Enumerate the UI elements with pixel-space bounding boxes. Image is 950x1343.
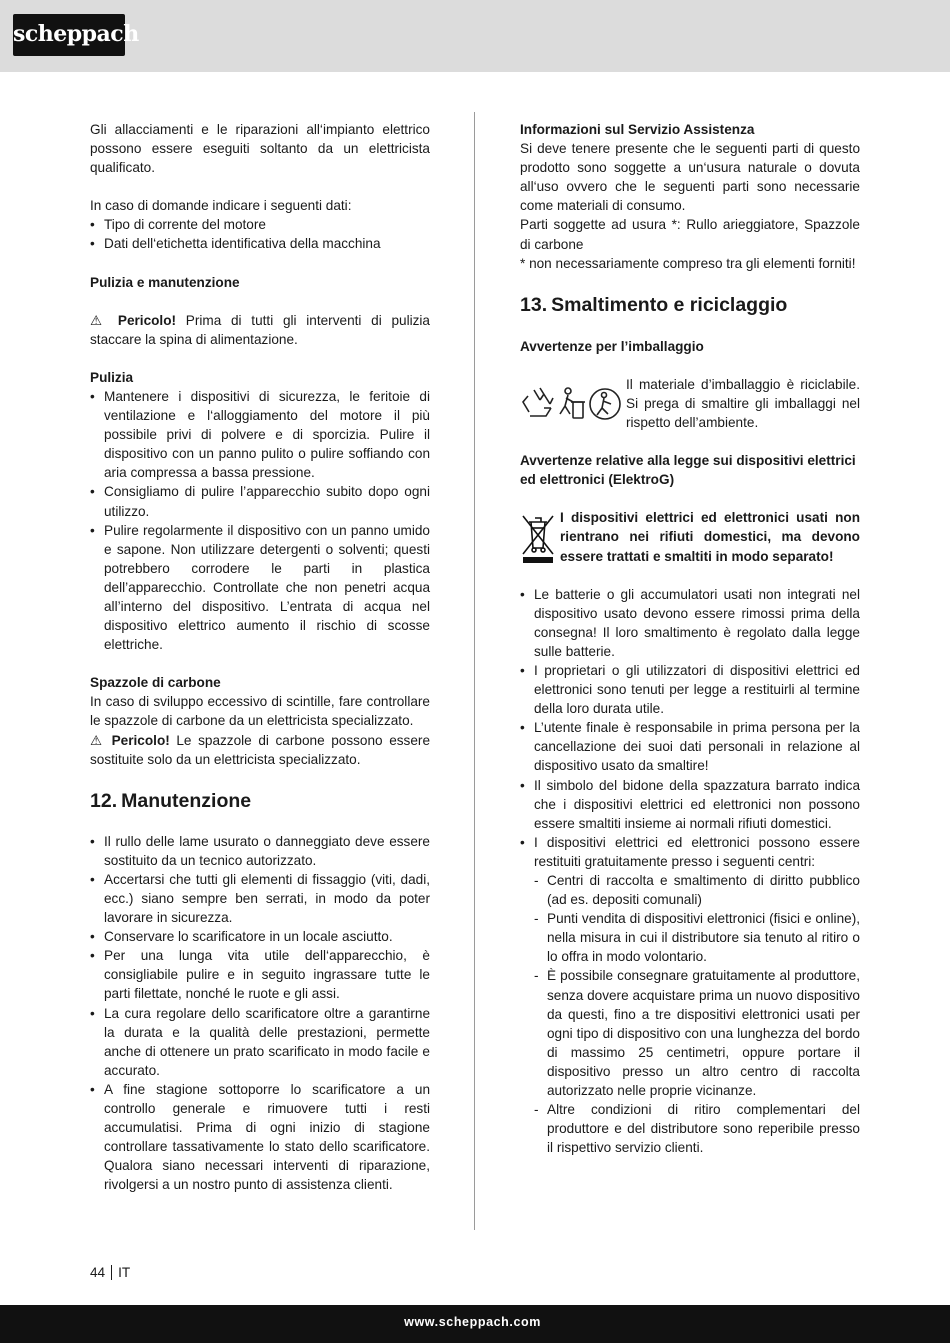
page-number-value: 44 xyxy=(90,1265,106,1280)
list-item: • Tipo di corrente del motore xyxy=(90,215,430,234)
footer-bar xyxy=(0,1305,950,1343)
service-paragraph: Si deve tenere presente che le seguenti parti di questo prodotto sono soggette a un‘usura naturale o dovuta all‘uso ovvero che le seguenti parti sono necessarie come materiali di consumo. xyxy=(520,141,860,214)
list-item: • Il rullo delle lame usurato o danneggiato deve essere sostituito da un tecnico autorizzato. xyxy=(90,832,430,870)
list-item: - Centri di raccolta e smaltimento di diritto pubblico (ad es. depositi comunali) xyxy=(534,871,860,909)
elektrog-list xyxy=(520,585,860,1158)
danger-label: Pericolo! xyxy=(111,732,170,748)
cleaning-heading: Pulizia e manutenzione xyxy=(90,274,240,290)
list-item: • Il simbolo del bidone della spazzatura barrato indica che i dispositivi elettrici ed elettronici non possono essere smaltiti insieme ai normali rifiuti domestici. xyxy=(520,776,860,833)
weee-warning-paragraph: I dispositivi elettrici ed elettronici usati non rientrano nei rifiuti domestici, ma devono essere trattati e smaltiti in modo separato! xyxy=(560,510,860,564)
brushes-danger-text: Le spazzole di carbone possono essere sostituite solo da un elettricista specializzato. xyxy=(90,732,431,767)
list-item-text: I dispositivi elettrici ed elettronici possono essere restituiti gratuitamente presso i seguenti centri: xyxy=(534,834,860,869)
list-item: • L’utente finale è responsabile in prima persona per la cancellazione dei suoi dati personali in relazione al dispositivo usato da smaltire! xyxy=(520,718,860,775)
list-item: • Mantenere i dispositivi di sicurezza, le feritoie di ventilazione e l‘alloggiamento del motore il più possibile privi di polvere e di sporcizia. Pulire il dispositivo con un panno pulito o pulire soffiando con aria compressa a bassa pressione. xyxy=(90,387,430,482)
questions-paragraph: In caso di domande indicare i seguenti dati: xyxy=(90,198,352,214)
page-number xyxy=(90,1265,130,1280)
service-heading: Informazioni sul Servizio Assistenza xyxy=(520,122,755,137)
danger-label: Pericolo! xyxy=(117,312,177,328)
list-item: • Per una lunga vita utile dell‘apparecchio, è consigliabile pulire e in seguito ingrassare tutte le parti filettate, nonché le ruote e gli assi. xyxy=(90,946,430,1003)
list-item: • Conservare lo scarificatore in un locale asciutto. xyxy=(90,927,430,946)
crossed-out-bin-icon xyxy=(520,512,556,564)
column-divider xyxy=(474,112,475,1230)
section-number: 13. xyxy=(520,293,548,316)
maintenance-section-title xyxy=(90,789,430,813)
list-item: • Consigliamo di pulire l’apparecchio subito dopo ogni utilizzo. xyxy=(90,482,430,520)
return-points-list xyxy=(534,871,860,1157)
list-item xyxy=(520,833,860,1158)
list-item: • Pulire regolarmente il dispositivo con un panno umido e sapone. Non utilizzare detergenti o solventi; questi potrebbero corrodere le parti in plastica dell’apparecchio. Controllate che non penetri acqua all’interno del dispositivo. L’entrata di acqua nel dispositivo elettrico aumento il rischio di scosse elettriche. xyxy=(90,521,430,655)
cleaning-danger-paragraph xyxy=(90,311,430,349)
section-title-text: Smaltimento e riciclaggio xyxy=(551,293,788,316)
warning-triangle-icon: ⚠ xyxy=(90,732,106,748)
list-item: • I proprietari o gli utilizzatori di dispositivi elettrici ed elettronici sono tenuti per legge a restituirli al termine della loro durata utile. xyxy=(520,661,860,718)
website-link[interactable]: www.scheppach.com xyxy=(404,1315,541,1329)
list-item: - Altre condizioni di ritiro complementari del produttore e del distributore sono reperibile presso il rispettivo servizio clienti. xyxy=(534,1100,860,1157)
section-title-text: Manutenzione xyxy=(121,789,252,812)
wear-note-paragraph: * non necessariamente compreso tra gli elementi forniti! xyxy=(520,255,856,271)
list-item: • Le batterie o gli accumulatori usati non integrati nel dispositivo usato devono essere rimossi prima della consegna! Il loro smaltimento è regolato dalla legge sulle batterie. xyxy=(520,585,860,661)
pulizia-list xyxy=(90,387,430,654)
right-column xyxy=(520,120,860,1157)
language-code: IT xyxy=(118,1265,131,1280)
list-item: • A fine stagione sottoporre lo scarificatore a un controllo generale e rimuovere tutti i resti accumulatisi. Prima di ogni inizio di stagione controllare tassativamente lo stato dello scarificatore. Qualora siano necessari interventi di riparazione, rivolgersi a un nostro punto di assistenza clienti. xyxy=(90,1080,430,1195)
maintenance-list xyxy=(90,832,430,1195)
list-item: - Punti vendita di dispositivi elettronici (fisici e online), nella misura in cui il distributore sia tenuto al ritiro o lo offra in modo volontario. xyxy=(534,909,860,966)
page-separator xyxy=(111,1265,112,1280)
scheppach-logo: scheppach xyxy=(13,14,125,56)
brushes-danger-paragraph xyxy=(90,731,430,769)
disposal-section-title xyxy=(520,293,860,317)
header-bar xyxy=(0,0,950,72)
brushes-paragraph: In caso di sviluppo eccessivo di scintille, fare controllare le spazzole di carbone da un elettricista specializzato. xyxy=(90,694,430,729)
left-column xyxy=(90,120,430,1195)
packaging-notice xyxy=(520,375,860,432)
list-item: • La cura regolare dello scarificatore oltre a garantirne la durata e la qualità delle prestazioni, permette anche di ottenere un prato scarificato in modo facile e accurato. xyxy=(90,1004,430,1080)
elektrog-heading: Avvertenze relative alla legge sui dispositivi elettrici ed elettronici (ElektroG) xyxy=(520,453,856,488)
packaging-paragraph: Il materiale d’imballaggio è riciclabile. Si prega di smaltire gli imballaggi nel rispetto dell’ambiente. xyxy=(626,376,860,431)
list-item: • Accertarsi che tutti gli elementi di fissaggio (viti, dadi, ecc.) siano sempre ben serrati, in modo da poter lavorare in sicurezza. xyxy=(90,870,430,927)
wear-parts-paragraph: Parti soggette ad usura *: Rullo arieggiatore, Spazzole di carbone xyxy=(520,217,860,252)
section-number: 12. xyxy=(90,789,118,812)
recycling-symbols-icon xyxy=(520,382,623,426)
list-item: • Dati dell‘etichetta identificativa della macchina xyxy=(90,234,430,253)
question-list xyxy=(90,215,430,253)
pulizia-heading: Pulizia xyxy=(90,369,134,385)
weee-notice xyxy=(520,508,860,565)
list-item: - È possibile consegnare gratuitamente al produttore, senza dovere acquistare prima un nuovo dispositivo da questi, fino a tre dispositivi elettronici usati per ogni tipo di dispositivo con una lunghezza del bordo di massimo 25 centimetri, oppure portare il dispositivo presso un altro centro di raccolta autorizzato nelle proprie vicinanze. xyxy=(534,966,860,1100)
brushes-heading: Spazzole di carbone xyxy=(90,675,221,691)
packaging-heading: Avvertenze per l’imballaggio xyxy=(520,338,704,354)
cleaning-danger-text: Prima di tutti gli interventi di pulizia staccare la spina di alimentazione. xyxy=(90,312,430,347)
intro-paragraph: Gli allacciamenti e le riparazioni all‘impianto elettrico possono essere eseguiti soltanto da un elettricista qualificato. xyxy=(90,122,430,176)
warning-triangle-icon: ⚠ xyxy=(90,312,109,328)
